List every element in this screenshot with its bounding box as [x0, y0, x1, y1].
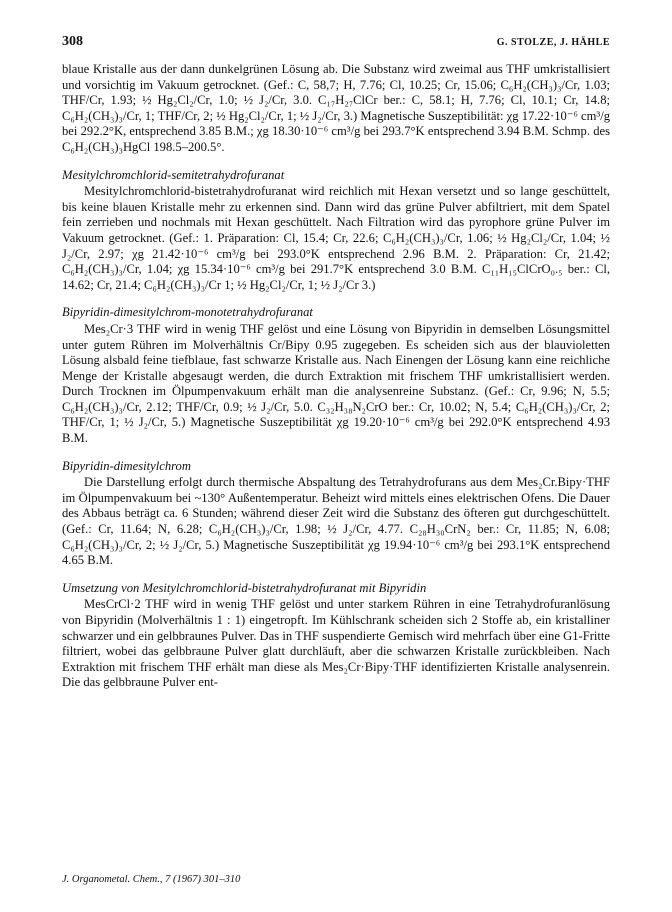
section-heading: Bipyridin-dimesitylchrom-monotetrahydrofuranat — [62, 305, 313, 320]
section-body: Mesitylchromchlorid-bistetrahydrofuranat wird reichlich mit Hexan versetzt und so lange geschüttelt, bis keine blauen Kristalle mehr zu erkennen sind. Dann wird das grüne Pulver abfiltriert, mit dem Spatel fein zerrieben und nochmals mit Hexan geschüttelt. Nach Filtration wird das pyrophore grüne Pulver im Vakuum getrocknet. (Gef.: 1. Präparation: Cl, 15.4; Cr, 22.6; C₆H₂(CH₃)₃/Cr, 1.06; ½ Hg₂Cl₂/Cr, 1.04; ½ J₂/Cr, 2.97; χg 21.42·10⁻⁶ cm³/g bei 293.0°K entsprechend 2.96 B.M. 2. Präparation: Cr, 21.42; C₆H₂(CH₃)₃/Cr, 1.04; χg 15.34·10⁻⁶ cm³/g bei 291.7°K entsprechend 3.0 B.M. C₁₁H₁₅ClCrO₀.₅ ber.: Cl, 14.62; Cr, 21.4; C₆H₂(CH₃)₃/Cr 1; ½ Hg₂Cl₂/Cr, 1; ½ J₂/Cr 3.) — [62, 184, 610, 292]
section-body: Mes₂Cr·3 THF wird in wenig THF gelöst und eine Lösung von Bipyridin in demselben Lösungsmittel unter gutem Rühren im Molverhältnis Cr/Bipy 0.95 zugegeben. Es scheiden sich aus der blauvioletten Lösung alsbald feine tiefblaue, fast schwarze Kristalle aus. Nach Einengen der Lösung kann eine reichliche Menge der Kristalle abgesaugt werden, die durch Extraktion mit frischem THF umkristallisiert werden. Durch Trocknen im Ölpumpenvakuum erhält man die analysenreine Substanz. (Gef.: Cr, 9.96; N, 5.5; C₆H₂(CH₃)₃/Cr, 2.12; THF/Cr, 0.9; ½ J₂/Cr, 5.0. C₃₂H₃₈N₂CrO ber.: Cr, 10.02; N, 5.4; C₆H₂(CH₃)₃/Cr, 2; THF/Cr, 1; ½ J₂/Cr, 5.) Magnetische Suszeptibilität χg 19.20·10⁻⁶ cm³/g bei 292.0°K entsprechend 4.93 B.M. — [62, 321, 610, 446]
section-semitetrahydrofuranat — [62, 168, 610, 294]
intro-paragraph: blaue Kristalle aus der dann dunkelgrünen Lösung ab. Die Substanz wird zweimal aus THF umkristallisiert und vorsichtig im Vakuum getrocknet. (Gef.: C, 58,7; H, 7.76; Cl, 10.25; Cr, 15.06; C₆H₂(CH₃)₃/Cr, 1.03; THF/Cr, 1.93; ½ Hg₂Cl₂/Cr, 1.0; ½ J₂/Cr, 3.0. C₁₇H₂₇ClCr ber.: C, 58.1; H, 7.76; Cl, 10.1; Cr, 14.8; C₆H₂(CH₃)₃/Cr, 1; THF/Cr, 2; ½ Hg₂Cl₂/Cr, 1; ½ J₂/Cr, 3.) Magnetische Suszeptibilität: χg 17.22·10⁻⁶ cm³/g bei 292.2°K, entsprechend 3.85 B.M.; χg 18.30·10⁻⁶ cm³/g bei 293.7°K entsprechend 3.94 B.M. Schmp. des C₆H₂(CH₃)₃HgCl 198.5–200.5°. — [62, 62, 610, 154]
page-number: 308 — [62, 34, 83, 49]
section-body: MesCrCl·2 THF wird in wenig THF gelöst und unter starkem Rühren in eine Tetrahydrofuranlösung von Bipyridin (Molverhältnis 1 : 1) eingetropft. Im Kühlschrank scheiden sich 2 Stoffe ab, ein kristalliner schwarzer und ein gelbbraunes Pulver. Das in THF suspendierte Gemisch wird mehrfach über eine G1-Fritte filtriert, wobei das gelbbraune Pulver glatt durchläuft, aber die schwarzen Kristalle zurückbleiben. Nach Extraktion mit frischem THF erhält man diese als Mes₂Cr·Bipy·THF identifizierten Kristalle analysenrein. Die das gelbbraune Pulver ent- — [62, 597, 610, 690]
journal-citation: J. Organometal. Chem., 7 (1967) 301–310 — [62, 874, 241, 885]
section-bipyridin-monotetrahydrofuranat — [62, 305, 610, 446]
section-umsetzung — [62, 581, 610, 691]
section-heading: Umsetzung von Mesitylchromchlorid-bistetrahydrofuranat mit Bipyridin — [62, 580, 427, 595]
document-page — [62, 34, 610, 894]
section-body: Die Darstellung erfolgt durch thermische Abspaltung des Tetrahydrofurans aus dem Mes₂Cr.Bipy·THF im Ölpumpenvakuum bei ~130° Außentemperatur. Beheizt wird mittels eines elektrischen Ofens. Die Dauer des Abbaus beträgt ca. 6 Stunden; während dieser Zeit wird die Substanz des öfteren gut durchgeschüttelt. (Gef.: Cr, 11.64; N, 6.28; C₆H₂(CH₃)₃/Cr, 1.98; ½ J₂/Cr, 4.77. C₂₈H₃₀CrN₂ ber.: Cr, 11.85; N, 6.08; C₆H₂(CH₃)₃/Cr, 2; ½ J₂/Cr, 5.) Magnetische Suszeptibilität χg 19.94·10⁻⁶ cm³/g bei 293.1°K entsprechend 4.65 B.M. — [62, 475, 610, 568]
section-heading: Bipyridin-dimesitylchrom — [62, 458, 191, 473]
section-bipyridin-dimesitylchrom — [62, 459, 610, 569]
page-header — [62, 34, 610, 62]
section-heading: Mesitylchromchlorid-semitetrahydrofuranat — [62, 167, 285, 182]
running-head: G. STOLZE, J. HÄHLE — [496, 37, 610, 48]
